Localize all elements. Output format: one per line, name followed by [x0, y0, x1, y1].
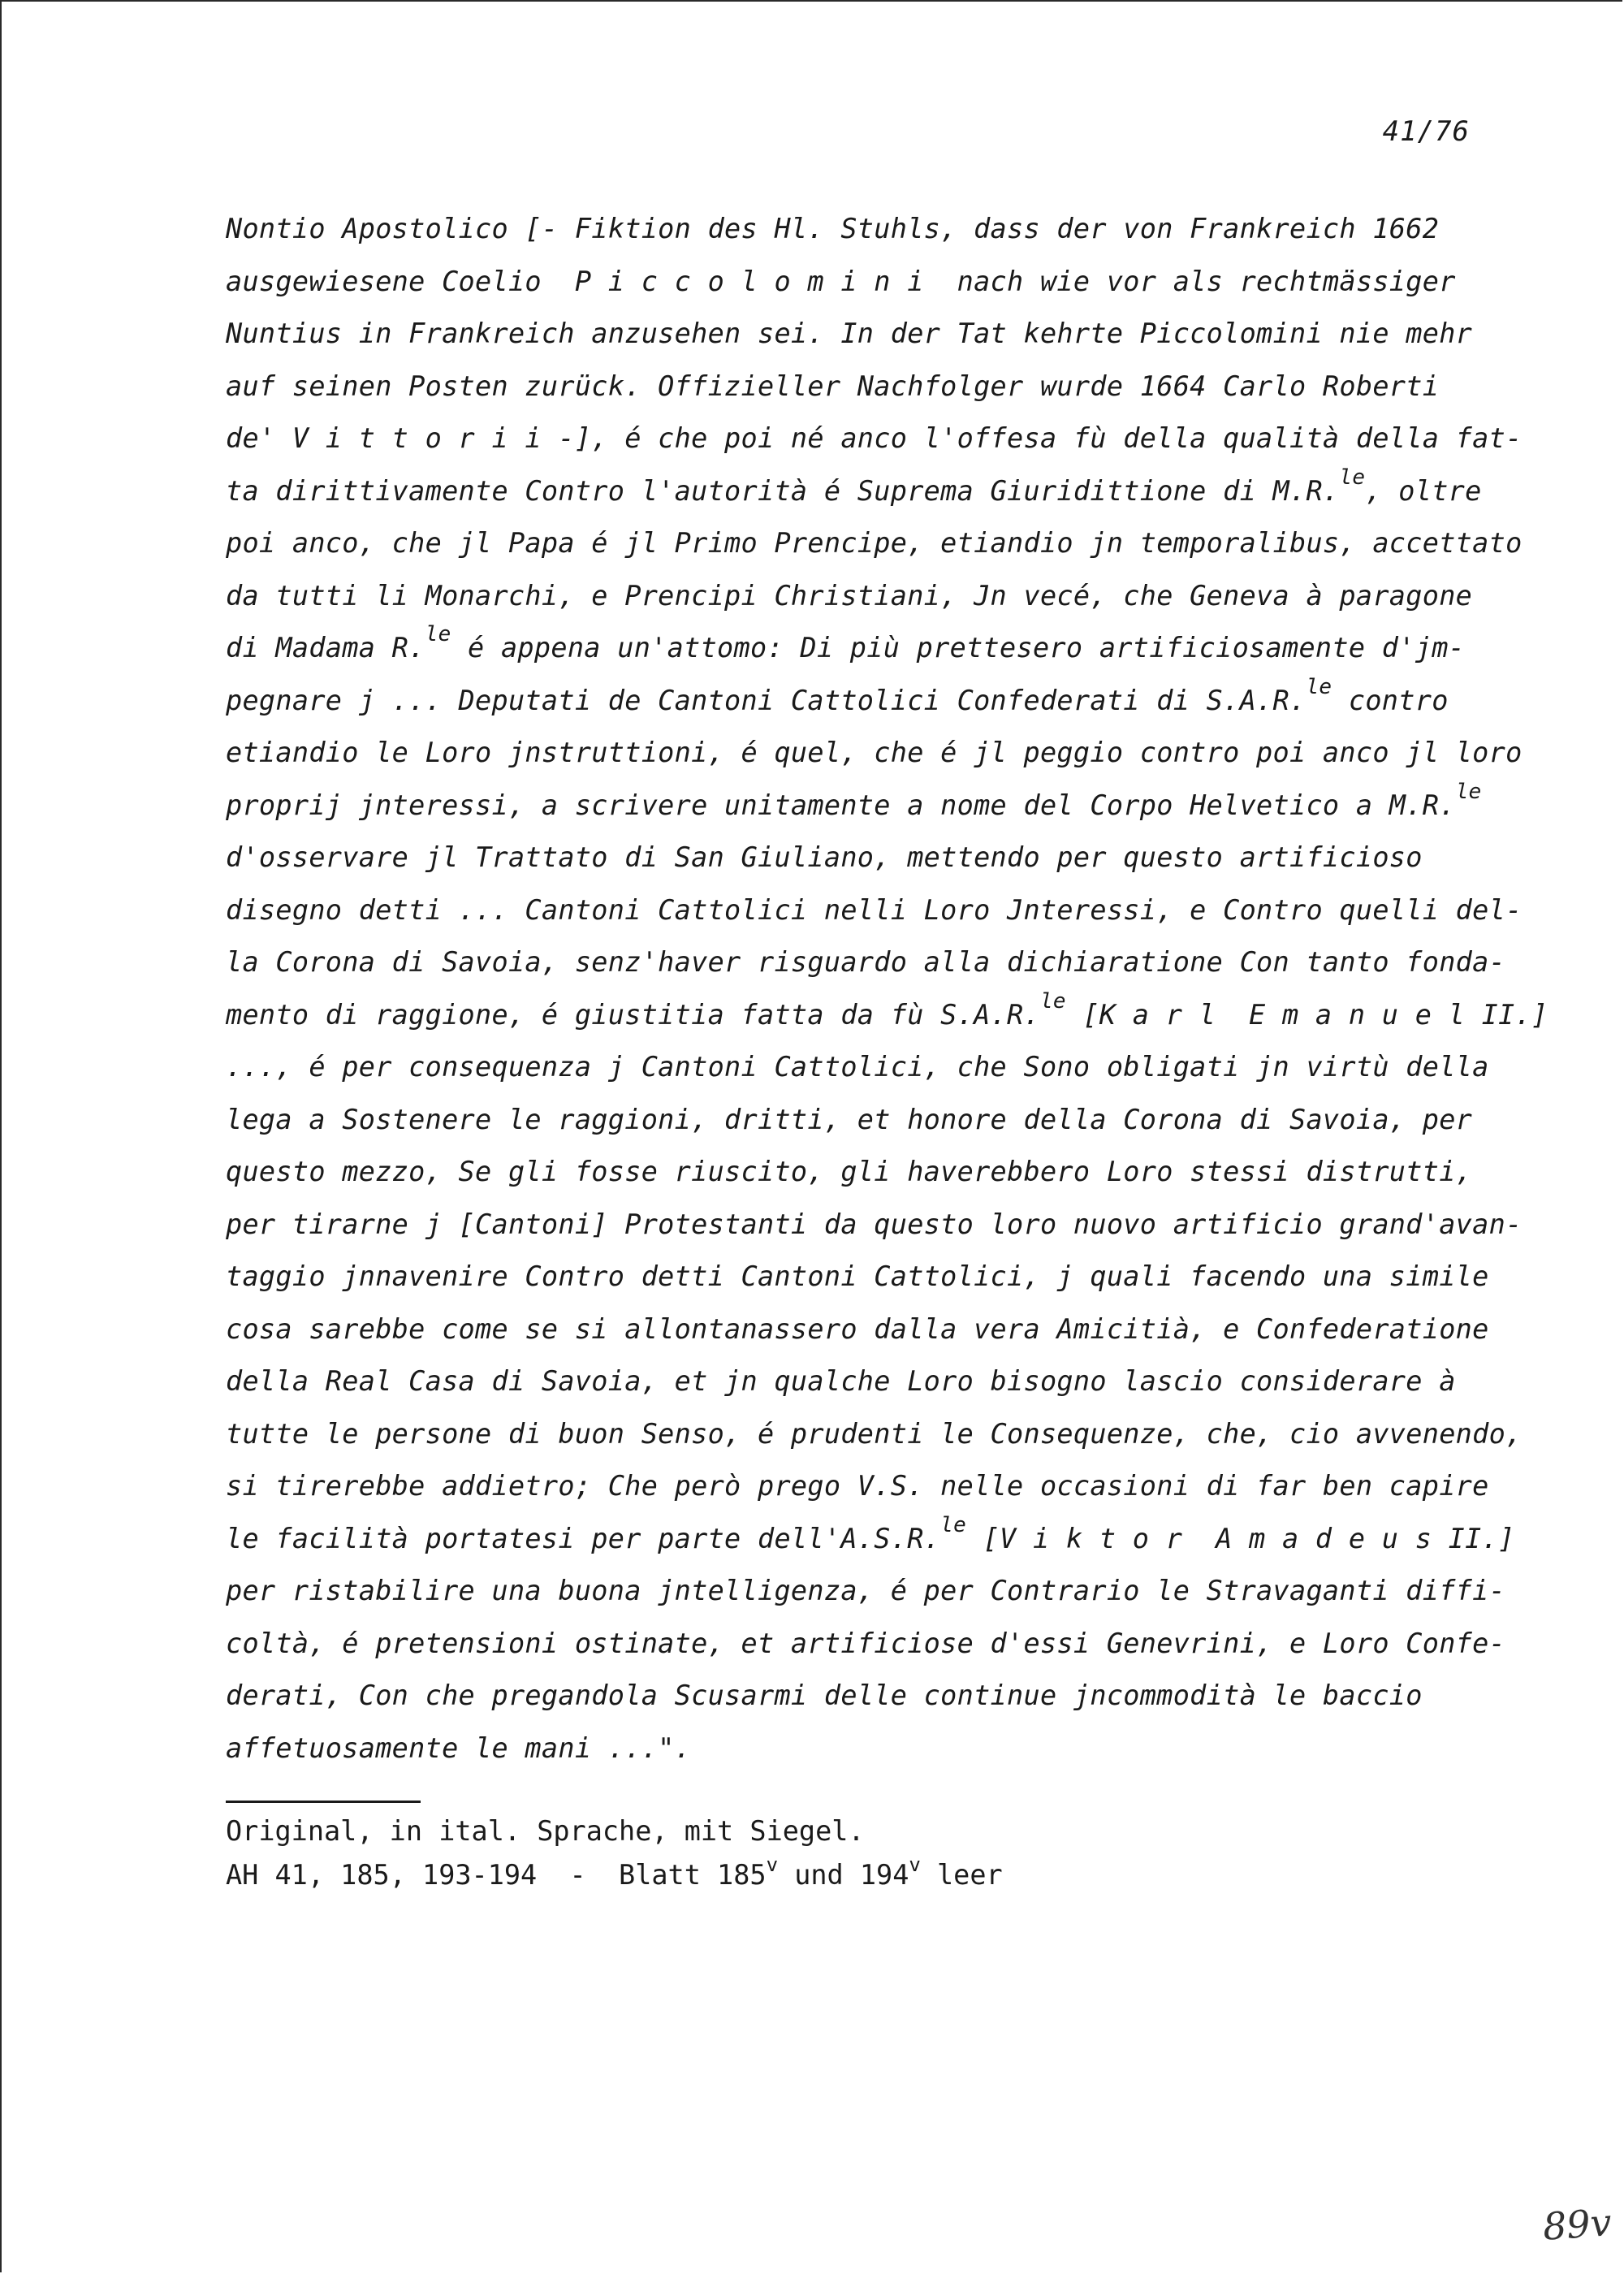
- text-line: [226, 308, 1574, 361]
- superscript-text: v: [909, 1853, 921, 1876]
- text-line: [226, 1460, 1574, 1513]
- text-line: [226, 622, 1574, 675]
- text-line: [226, 1618, 1574, 1671]
- text-line: [226, 256, 1574, 309]
- text-segment: AH 41, 185, 193-194 - Blatt 185: [226, 1859, 767, 1891]
- text-line: [226, 203, 1574, 256]
- page-number: 41/76: [1382, 115, 1470, 148]
- text-line: [226, 465, 1574, 518]
- text-segment: pegnare j ... Deputati de Cantoni Cattolici Confederati di S.A.R.: [226, 684, 1307, 716]
- text-line: [226, 1408, 1574, 1461]
- text-segment: de' V i t t o r i i -], é che poi né anco l'offesa fù della qualità della fat-: [226, 422, 1522, 454]
- text-line: [226, 780, 1574, 832]
- text-segment: le facilità portatesi per parte dell'A.S.R.: [226, 1522, 941, 1554]
- text-segment: cosa sarebbe come se si allontanassero dalla vera Amicitià, e Confederatione: [226, 1312, 1489, 1345]
- text-segment: und 194: [778, 1859, 909, 1891]
- text-segment: affetuosamente le mani ...".: [226, 1731, 692, 1764]
- text-line: [226, 1146, 1574, 1199]
- text-line: [226, 1094, 1574, 1147]
- superscript-text: le: [1455, 779, 1482, 804]
- text-segment: ta dirittivamente Contro l'autorità é Suprema Giuridittione di M.R.: [226, 474, 1340, 507]
- text-line: [226, 570, 1574, 623]
- text-segment: Nuntius in Frankreich anzusehen sei. In der Tat kehrte Piccolomini nie mehr: [226, 318, 1473, 349]
- text-line: [226, 989, 1574, 1042]
- text-line: [226, 1041, 1574, 1094]
- text-segment: proprij jnteressi, a scrivere unitamente a nome del Corpo Helvetico a M.R.: [226, 789, 1456, 821]
- text-line: [226, 1251, 1574, 1303]
- letter-body-text: [226, 203, 1574, 1775]
- text-line: [226, 1723, 1574, 1775]
- superscript-text: le: [940, 1512, 967, 1537]
- text-segment: si tirerebbe addietro; Che però prego V.S. nelle occasioni di far ben capire: [226, 1470, 1489, 1502]
- text-line: [226, 675, 1574, 728]
- text-segment: é appena un'attomo: Di più prettesero artificiosamente d'jm-: [451, 632, 1466, 664]
- text-segment: leer: [920, 1859, 1003, 1891]
- superscript-text: le: [425, 622, 451, 646]
- text-line: [226, 936, 1574, 989]
- footnote-line: [226, 1809, 1363, 1853]
- text-line: [226, 1670, 1574, 1723]
- text-line: [226, 1513, 1574, 1566]
- text-segment: tutte le persone di buon Senso, é prudenti le Consequenze, che, cio avvenendo,: [226, 1417, 1522, 1450]
- text-segment: per tirarne j [Cantoni] Protestanti da questo loro nuovo artificio grand'avan-: [226, 1208, 1522, 1240]
- text-line: [226, 884, 1574, 937]
- text-line: [226, 1199, 1574, 1252]
- text-line: [226, 361, 1574, 413]
- text-segment: etiandio le Loro jnstruttioni, é quel, che é jl peggio contro poi anco jl loro: [226, 737, 1522, 768]
- footnote-divider: [226, 1801, 421, 1803]
- text-segment: taggio jnnavenire Contro detti Cantoni Cattolici, j quali facendo una simile: [226, 1260, 1489, 1292]
- text-line: [226, 1303, 1574, 1356]
- text-segment: Original, in ital. Sprache, mit Siegel.: [226, 1815, 865, 1847]
- text-line: [226, 727, 1574, 780]
- footnotes: [226, 1809, 1363, 1897]
- text-segment: mento di raggione, é giustitia fatta da fù S.A.R.: [226, 998, 1040, 1031]
- text-line: [226, 1565, 1574, 1618]
- text-line: [226, 517, 1574, 570]
- text-segment: da tutti li Monarchi, e Prencipi Christiani, Jn vecé, che Geneva à paragone: [226, 579, 1473, 612]
- text-segment: di Madama R.: [226, 632, 425, 664]
- text-segment: coltà, é pretensioni ostinate, et artificiose d'essi Genevrini, e Loro Confe-: [226, 1627, 1506, 1659]
- superscript-text: v: [766, 1853, 779, 1876]
- text-segment: derati, Con che pregandola Scusarmi delle continue jncommodità le baccio: [226, 1680, 1423, 1711]
- superscript-text: le: [1039, 988, 1066, 1014]
- text-segment: [V i k t o r A m a d e u s II.]: [966, 1522, 1515, 1554]
- text-segment: [K a r l E m a n u e l II.]: [1065, 998, 1548, 1031]
- text-line: [226, 1355, 1574, 1408]
- superscript-text: le: [1306, 674, 1332, 699]
- text-segment: , oltre: [1365, 474, 1482, 507]
- text-line: [226, 832, 1574, 884]
- superscript-text: le: [1339, 465, 1366, 490]
- text-segment: contro: [1332, 684, 1449, 716]
- footnote-line: [226, 1853, 1363, 1897]
- text-segment: la Corona di Savoia, senz'haver risguardo alla dichiaratione Con tanto fonda-: [226, 946, 1506, 978]
- text-segment: ..., é per consequenza j Cantoni Cattolici, che Sono obligati jn virtù della: [226, 1051, 1489, 1083]
- text-line: [226, 413, 1574, 465]
- text-segment: Nontio Apostolico [- Fiktion des Hl. Stuhls, dass der von Frankreich 1662: [226, 213, 1440, 244]
- text-segment: poi anco, che jl Papa é jl Primo Prencipe, etiandio jn temporalibus, accettato: [226, 527, 1522, 559]
- handwritten-folio-number: 89v: [1541, 2200, 1613, 2249]
- text-segment: per ristabilire una buona jntelligenza, é per Contrario le Stravaganti diffi-: [226, 1575, 1506, 1606]
- text-segment: questo mezzo, Se gli fosse riuscito, gli haverebbero Loro stessi distrutti,: [226, 1156, 1473, 1187]
- text-segment: ausgewiesene Coelio P i c c o l o m i n i nach wie vor als rechtmässiger: [226, 265, 1456, 297]
- text-segment: auf seinen Posten zurück. Offizieller Nachfolger wurde 1664 Carlo Roberti: [226, 370, 1440, 402]
- text-segment: d'osservare jl Trattato di San Giuliano, mettendo per questo artificioso: [226, 841, 1423, 873]
- text-segment: della Real Casa di Savoia, et jn qualche Loro bisogno lascio considerare à: [226, 1365, 1456, 1397]
- text-segment: lega a Sostenere le raggioni, dritti, et honore della Corona di Savoia, per: [226, 1103, 1473, 1135]
- text-segment: disegno detti ... Cantoni Cattolici nelli Loro Jnteressi, e Contro quelli del-: [226, 893, 1522, 926]
